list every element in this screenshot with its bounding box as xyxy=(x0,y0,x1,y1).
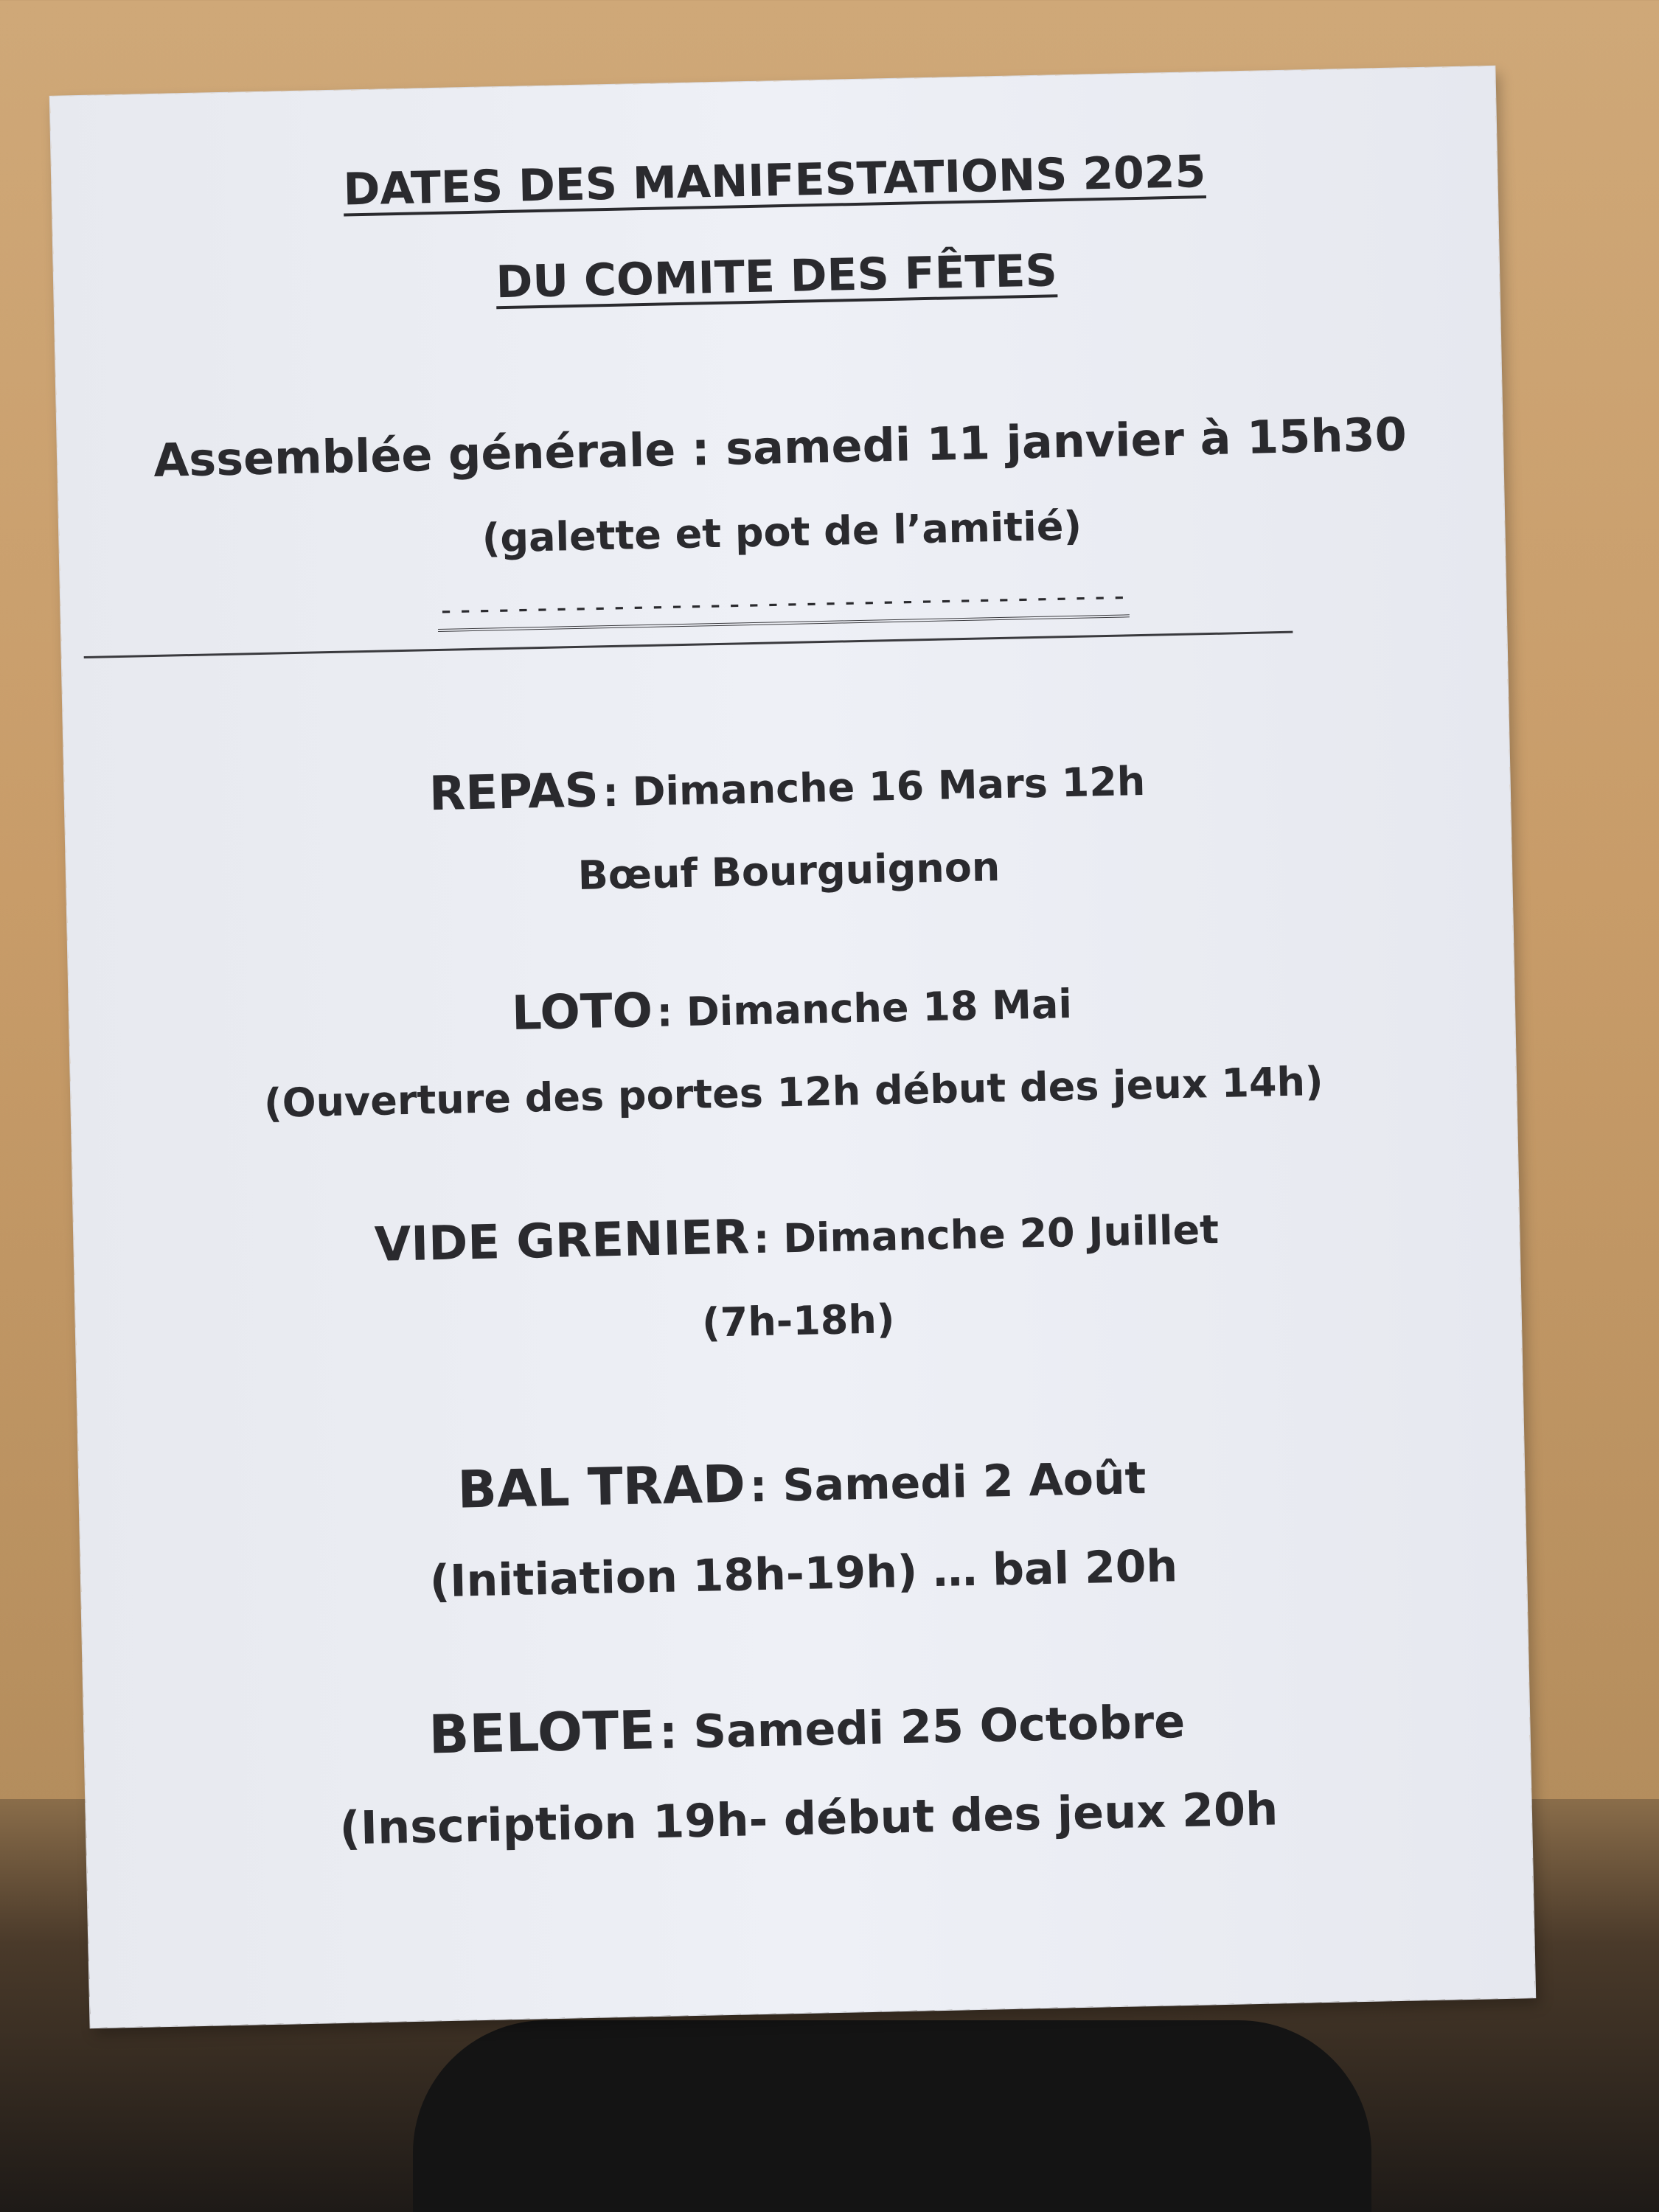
event-detail: Bœuf Bourguignon xyxy=(577,844,1001,900)
event-date: : Samedi 2 Août xyxy=(748,1453,1147,1513)
event-belote xyxy=(84,1680,1530,1773)
event-date: : Samedi 25 Octobre xyxy=(658,1694,1186,1759)
dashed-separator xyxy=(60,571,1506,640)
flyer-sheet xyxy=(50,66,1535,2028)
event-name: REPAS xyxy=(428,763,599,822)
shoe xyxy=(413,2020,1371,2212)
event-detail: (Ouverture des portes 12h début des jeux 14h) xyxy=(263,1057,1324,1127)
event-bal-trad xyxy=(79,1437,1525,1528)
event-date: : Dimanche 20 Juillet xyxy=(753,1206,1220,1263)
event-name: BELOTE xyxy=(428,1699,656,1766)
dashed-separator-text: ------------------------------------ xyxy=(437,579,1130,632)
event-detail: (7h-18h) xyxy=(701,1295,896,1346)
title-line-2: DU COMITE DES FÊTES xyxy=(495,245,1058,309)
event-date: : Dimanche 16 Mars 12h xyxy=(602,757,1146,816)
event-detail: (Inscription 19h- début des jeux 20h xyxy=(338,1781,1279,1856)
event-loto xyxy=(69,965,1514,1050)
event-date: : Dimanche 18 Mai xyxy=(655,981,1073,1036)
title-line-1: DATES DES MANIFESTATIONS 2025 xyxy=(342,146,1206,216)
event-vide-grenier xyxy=(74,1194,1520,1279)
assembly-note: (galette et pot de l’amitié) xyxy=(481,502,1082,562)
event-name: BAL TRAD xyxy=(456,1453,746,1520)
event-name: VIDE GRENIER xyxy=(374,1210,750,1273)
assembly-line: Assemblée générale : samedi 11 janvier à 15h30 xyxy=(153,407,1408,487)
event-detail: (Initiation 18h-19h) … bal 20h xyxy=(429,1540,1178,1608)
event-repas xyxy=(64,745,1510,830)
event-name: LOTO xyxy=(511,983,653,1041)
